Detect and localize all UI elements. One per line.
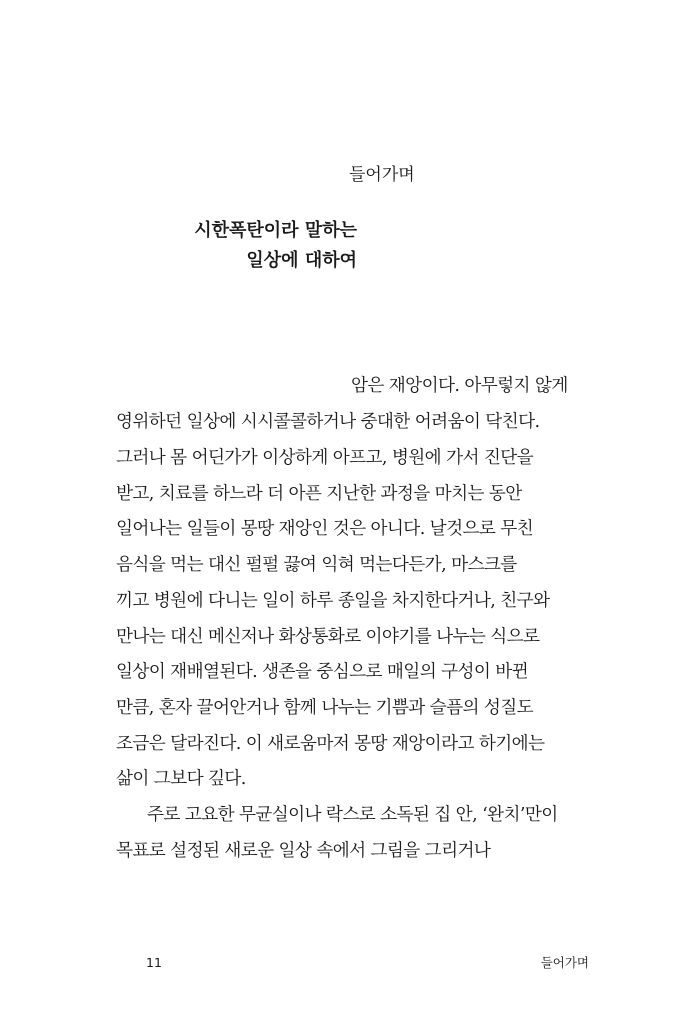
body-line: 목표로 설정된 새로운 일상 속에서 그림을 그리거나: [116, 841, 491, 861]
body-line: 주로 고요한 무균실이나 락스로 소독된 집 안, ‘완치’만이: [147, 805, 558, 825]
chapter-title-line-1: 시한폭탄이라 말하는: [194, 220, 357, 241]
running-head: 들어가며: [540, 955, 589, 970]
body-line: 암은 재앙이다. 아무렇지 않게: [351, 376, 568, 396]
body-line: 영위하던 일상에 시시콜콜하거나 중대한 어려움이 닥친다.: [116, 412, 540, 432]
body-line: 만나는 대신 메신저나 화상통화로 이야기를 나누는 식으로: [116, 627, 540, 647]
body-line: 삶이 그보다 깊다.: [116, 769, 246, 789]
body-line: 일상이 재배열된다. 생존을 중심으로 매일의 구성이 바뀐: [116, 662, 529, 682]
chapter-title-line-2: 일상에 대하여: [246, 250, 357, 271]
body-line: 받고, 치료를 하느라 더 아픈 지난한 과정을 마치는 동안: [116, 484, 522, 504]
body-line: 일어나는 일들이 몽땅 재앙인 것은 아니다. 날것으로 무친: [116, 519, 534, 539]
page-number: 11: [146, 955, 162, 970]
body-line: 만큼, 혼자 끌어안거나 함께 나누는 기쁨과 슬픔의 성질도: [116, 698, 534, 718]
section-label: 들어가며: [349, 165, 415, 185]
body-line: 끼고 병원에 다니는 일이 하루 종일을 차지한다거나, 친구와: [116, 591, 550, 611]
body-line: 음식을 먹는 대신 펄펄 끓여 익혀 먹는다든가, 마스크를: [116, 555, 517, 575]
body-line: 그러나 몸 어딘가가 이상하게 아프고, 병원에 가서 진단을: [116, 448, 534, 468]
body-line: 조금은 달라진다. 이 새로움마저 몽땅 재앙이라고 하기에는: [116, 734, 545, 754]
